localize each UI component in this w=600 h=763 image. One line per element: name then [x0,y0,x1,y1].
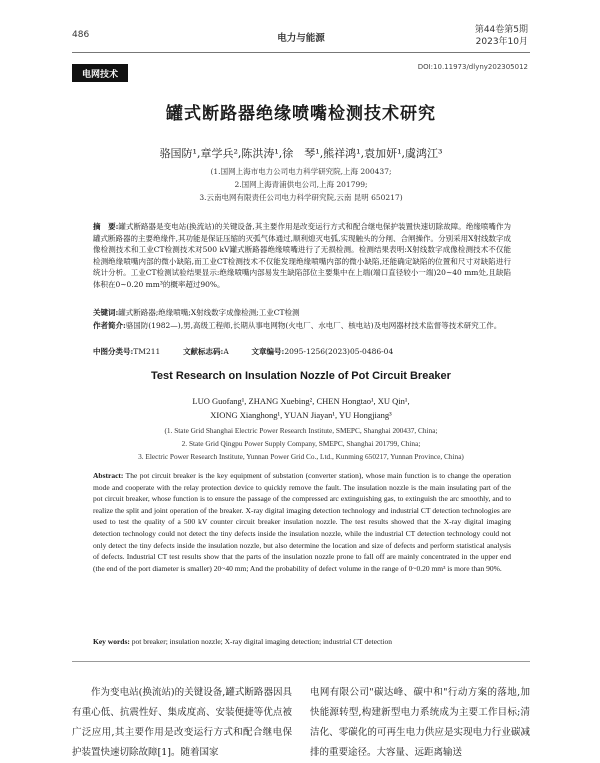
keywords-en [93,636,511,648]
body-column-right: 电网有限公司"碳达峰、碳中和"行动方案的落地,加快能源转型,构建新型电力系统成为主要工作目标;清洁化、零碳化的可再生电力供应是实现电力行业碳减排的重要途径。大容量、远距离输送 [310,687,530,758]
doc-code-value: A [223,347,229,356]
doc-code-label: 文献标志码: [183,347,224,356]
affiliation-en-3: 3. Electric Power Research Institute, Yunnan Power Grid Co., Ltd., Kunming 650217, Yunnan Province, China) [138,452,464,461]
header-rule [72,52,530,53]
keywords-cn [93,307,511,319]
abstract-en-text: The pot circuit breaker is the key equipment of substation (converter station), whose main function is to change the operation mode and cooperate with the relay protection device to quickly remove the fault. The insulation nozzle is the main insulating part of the pot circuit breaker, whose function is to ensure the passage of the compressed arc extinguishing gas, to extinguish the arc smoothly, and to realize the split and joint operation of the breaker. X-ray digital imaging detection technology and industrial CT detection technologies are used to test the quality of a 500 kV counter circuit breaker insulation nozzle. The test results showed that the X-ray digital imaging detection technology could not detect the tiny defects inside the insulation nozzle, while the industrial CT detection technology could not only detect the tiny defects inside the insulation nozzle, but also determine the location and size of defects and perform statistical analysis of defects. Industrial CT test results show that the parts of the insulation nozzle prone to fall off are mainly concentrated in the upper end (the end of the port diameter is smaller) 20~40 mm; And the probability of defect volume in the range of 0~0.20 mm³ is more than 90%. [93,471,511,573]
keywords-cn-text: 罐式断路器;绝缘喷嘴;X射线数字成像检测;工业CT检测 [118,308,300,317]
clc-label: 中图分类号: [93,347,134,356]
authors-cn: 骆国防¹,章学兵²,陈洪涛¹,徐 琴¹,熊祥鸿¹,袁加妍¹,虞鸿江³ [159,147,443,160]
section-tag: 电网技术 [72,64,128,82]
affiliation-cn-1: (1.国网上海市电力公司电力科学研究院,上海 200437; [210,167,392,176]
keywords-en-label: Key words: [93,637,130,646]
body-column-left: 作为变电站(换流站)的关键设备,罐式断路器因具有重心低、抗震性好、集成度高、安装便捷等优点被广泛应用,其主要作用是改变运行方式和配合继电保护装置快速切除故障[1]。随着国家 [72,687,292,758]
article-number-value: 2095-1256(2023)05-0486-04 [284,347,394,356]
journal-name: 电力与能源 [277,33,325,44]
author-bio-label: 作者简介: [93,321,126,330]
author-bio-cn [93,320,511,332]
keywords-en-text: pot breaker; insulation nozzle; X-ray digital imaging detection; industrial CT detection [131,637,392,646]
classification-line [93,346,393,357]
abstract-cn [93,221,511,291]
clc-value: TM211 [133,347,161,356]
doi[interactable]: DOI:10.11973/dlyny202305012 [417,63,528,71]
affiliation-cn-2: 2.国网上海青浦供电公司,上海 201799; [234,180,368,189]
affiliation-en-2: 2. State Grid Qingpu Power Supply Company, SMEPC, Shanghai 201799, China; [181,439,421,448]
issue-info [475,24,528,48]
abstract-divider [72,661,530,662]
title-en: Test Research on Insulation Nozzle of Pot Circuit Breaker [151,370,451,382]
abstract-cn-text: 罐式断路器是变电站(换流站)的关键设备,其主要作用是改变运行方式和配合继电保护装置快速切除故障。绝缘喷嘴作为罐式断路器的主要绝缘件,其功能是保证压缩的灭弧气体通过,顺利熄灭电弧,实现触头的分闸、合闸操作。分别采用X射线数字成像检测技术和工业CT检测技术对500 kV罐式断路器绝缘喷嘴进行了无损检测。检测结果表明:X射线数字成像检测技术不仅能检测绝缘喷嘴内部的微小缺陷,而工业CT检测技术不仅能发现绝缘喷嘴内部的微小缺陷,还能确定缺陷的位置和尺寸对缺陷进行统计分析。工业CT检测试验结果显示:绝缘喷嘴内部易发生缺陷部位主要集中在上端(端口直径较小一端)20~40 mm处,且缺陷体积在0~0.20 mm³的概率超过90%。 [93,222,511,289]
issue-date: 2023年10月 [475,37,528,47]
authors-en-line-2: XIONG Xianghong¹, YUAN Jiayan¹, YU Hongjiang³ [210,410,392,420]
affiliation-cn-3: 3.云南电网有限责任公司电力科学研究院,云南 昆明 650217) [199,193,403,202]
keywords-cn-label: 关键词: [93,308,119,317]
volume-issue: 第44卷第5期 [474,25,528,35]
title-cn: 罐式断路器绝缘喷嘴检测技术研究 [166,104,436,124]
article-number-label: 文章编号: [251,347,285,356]
page-number: 486 [72,30,90,40]
affiliation-en-1: (1. State Grid Shanghai Electric Power Research Institute, SMEPC, Shanghai 200437, China; [164,426,438,435]
abstract-en [93,470,511,574]
author-bio-text: 骆国防(1982—),男,高级工程师,长期从事电网物(火电厂、水电厂、核电站)及电网器材技术监督等技术研究工作。 [125,321,502,330]
abstract-cn-label: 摘 要: [93,222,119,231]
abstract-en-label: Abstract: [93,471,124,480]
authors-en-line-1: LUO Guofang¹, ZHANG Xuebing², CHEN Hongtao¹, XU Qin¹, [192,396,410,406]
